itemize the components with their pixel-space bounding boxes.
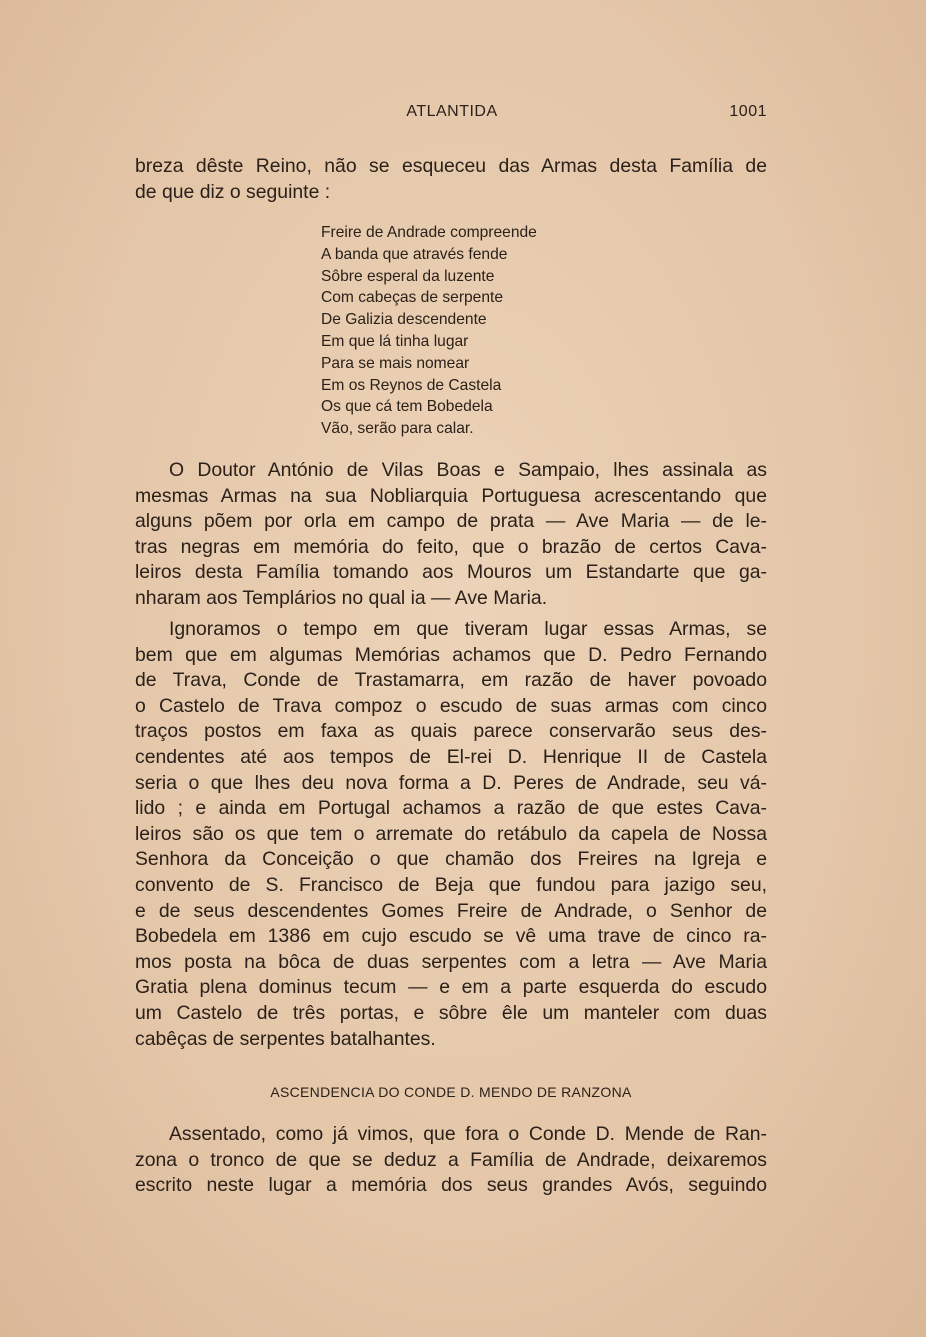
text-line: leiros são os que tem o arremate do retábulo da capela de Nossa <box>135 822 767 845</box>
poem-verse: De Galizia descendente <box>321 311 487 329</box>
poem-verse: Para se mais nomear <box>321 354 470 372</box>
text-line: zona o tronco de que se deduz a Família de Andrade, deixaremos <box>135 1148 767 1171</box>
text-line: convento de S. Francisco de Beja que fundou para jazigo seu, <box>135 873 767 896</box>
paragraph-vilas-boas <box>135 458 767 612</box>
text-line: tras negras em memória do feito, que o brazão de certos Cava- <box>135 535 767 558</box>
text-line: mesmas Armas na sua Nobliarquia Portuguesa acrescentando que <box>135 484 767 507</box>
text-line: traços postos em faxa as quais parece conservarão seus des- <box>135 720 767 743</box>
text-line: mos posta na bôca de duas serpentes com a letra — Ave Maria <box>135 950 767 973</box>
text-line: e de seus descendentes Gomes Freire de Andrade, o Senhor de <box>135 899 767 922</box>
poem-block <box>321 222 537 440</box>
intro-paragraph <box>135 153 767 205</box>
text-line: de Trava, Conde de Trastamarra, em razão de haver povoado <box>135 669 767 692</box>
poem-verse: A banda que através fende <box>321 245 508 263</box>
text-line: de que diz o seguinte : <box>135 181 331 203</box>
text-line: Senhora da Conceição o que chamão dos Freires na Igreja e <box>135 848 767 871</box>
text-line: nharam aos Templários no qual ia — Ave Maria. <box>135 586 548 609</box>
running-header <box>137 103 767 129</box>
poem-verse: Vão, serão para calar. <box>321 420 474 438</box>
text-line: Gratia plena dominus tecum — e em a parte esquerda do escudo <box>135 976 767 999</box>
text-line: O Doutor António de Vilas Boas e Sampaio, lhes assinala as <box>169 459 767 481</box>
poem-verse: Sôbre esperal da luzente <box>321 267 495 285</box>
section-heading: ASCENDENCIA DO CONDE D. MENDO DE RANZONA <box>270 1084 632 1100</box>
text-line: cabêças de serpentes batalhantes. <box>135 1027 436 1050</box>
text-line: Assentado, como já vimos, que fora o Conde D. Mende de Ran- <box>169 1123 767 1145</box>
running-title: ATLANTIDA <box>406 103 498 120</box>
poem-verse: Em os Reynos de Castela <box>321 376 502 394</box>
text-line: o Castelo de Trava compoz o escudo de suas armas com cinco <box>135 694 767 717</box>
text-line: escrito neste lugar a memória dos seus grandes Avós, seguindo <box>135 1174 767 1197</box>
paragraph-ignoramos <box>135 617 767 1052</box>
text-line: Ignoramos o tempo em que tiveram lugar essas Armas, se <box>169 618 767 640</box>
poem-verse: Em que lá tinha lugar <box>321 332 469 350</box>
paragraph-assentado <box>135 1122 767 1199</box>
poem-verse: Com cabeças de serpente <box>321 289 504 307</box>
text-line: alguns põem por orla em campo de prata — Ave Maria — de le- <box>135 510 767 533</box>
text-line: breza dêste Reino, não se esqueceu das Armas desta Família de <box>135 155 767 177</box>
poem-verse: Freire de Andrade compreende <box>321 224 537 241</box>
text-line: seria o que lhes deu nova forma a D. Peres de Andrade, seu vá- <box>135 771 767 794</box>
text-line: um Castelo de três portas, e sôbre êle um manteler com duas <box>135 1001 767 1024</box>
text-line: lido ; e ainda em Portugal achamos a razão de que estes Cava- <box>135 797 767 820</box>
text-line: cendentes até aos tempos de El-rei D. Henrique II de Castela <box>135 745 767 768</box>
page-number: 1001 <box>729 103 767 120</box>
text-line: bem que em algumas Memórias achamos que D. Pedro Fernando <box>135 643 767 666</box>
poem-verse: Os que cá tem Bobedela <box>321 398 493 416</box>
text-line: Bobedela em 1386 em cujo escudo se vê uma trave de cinco ra- <box>135 925 767 948</box>
text-line: leiros desta Família tomando aos Mouros um Estandarte que ga- <box>135 561 767 584</box>
